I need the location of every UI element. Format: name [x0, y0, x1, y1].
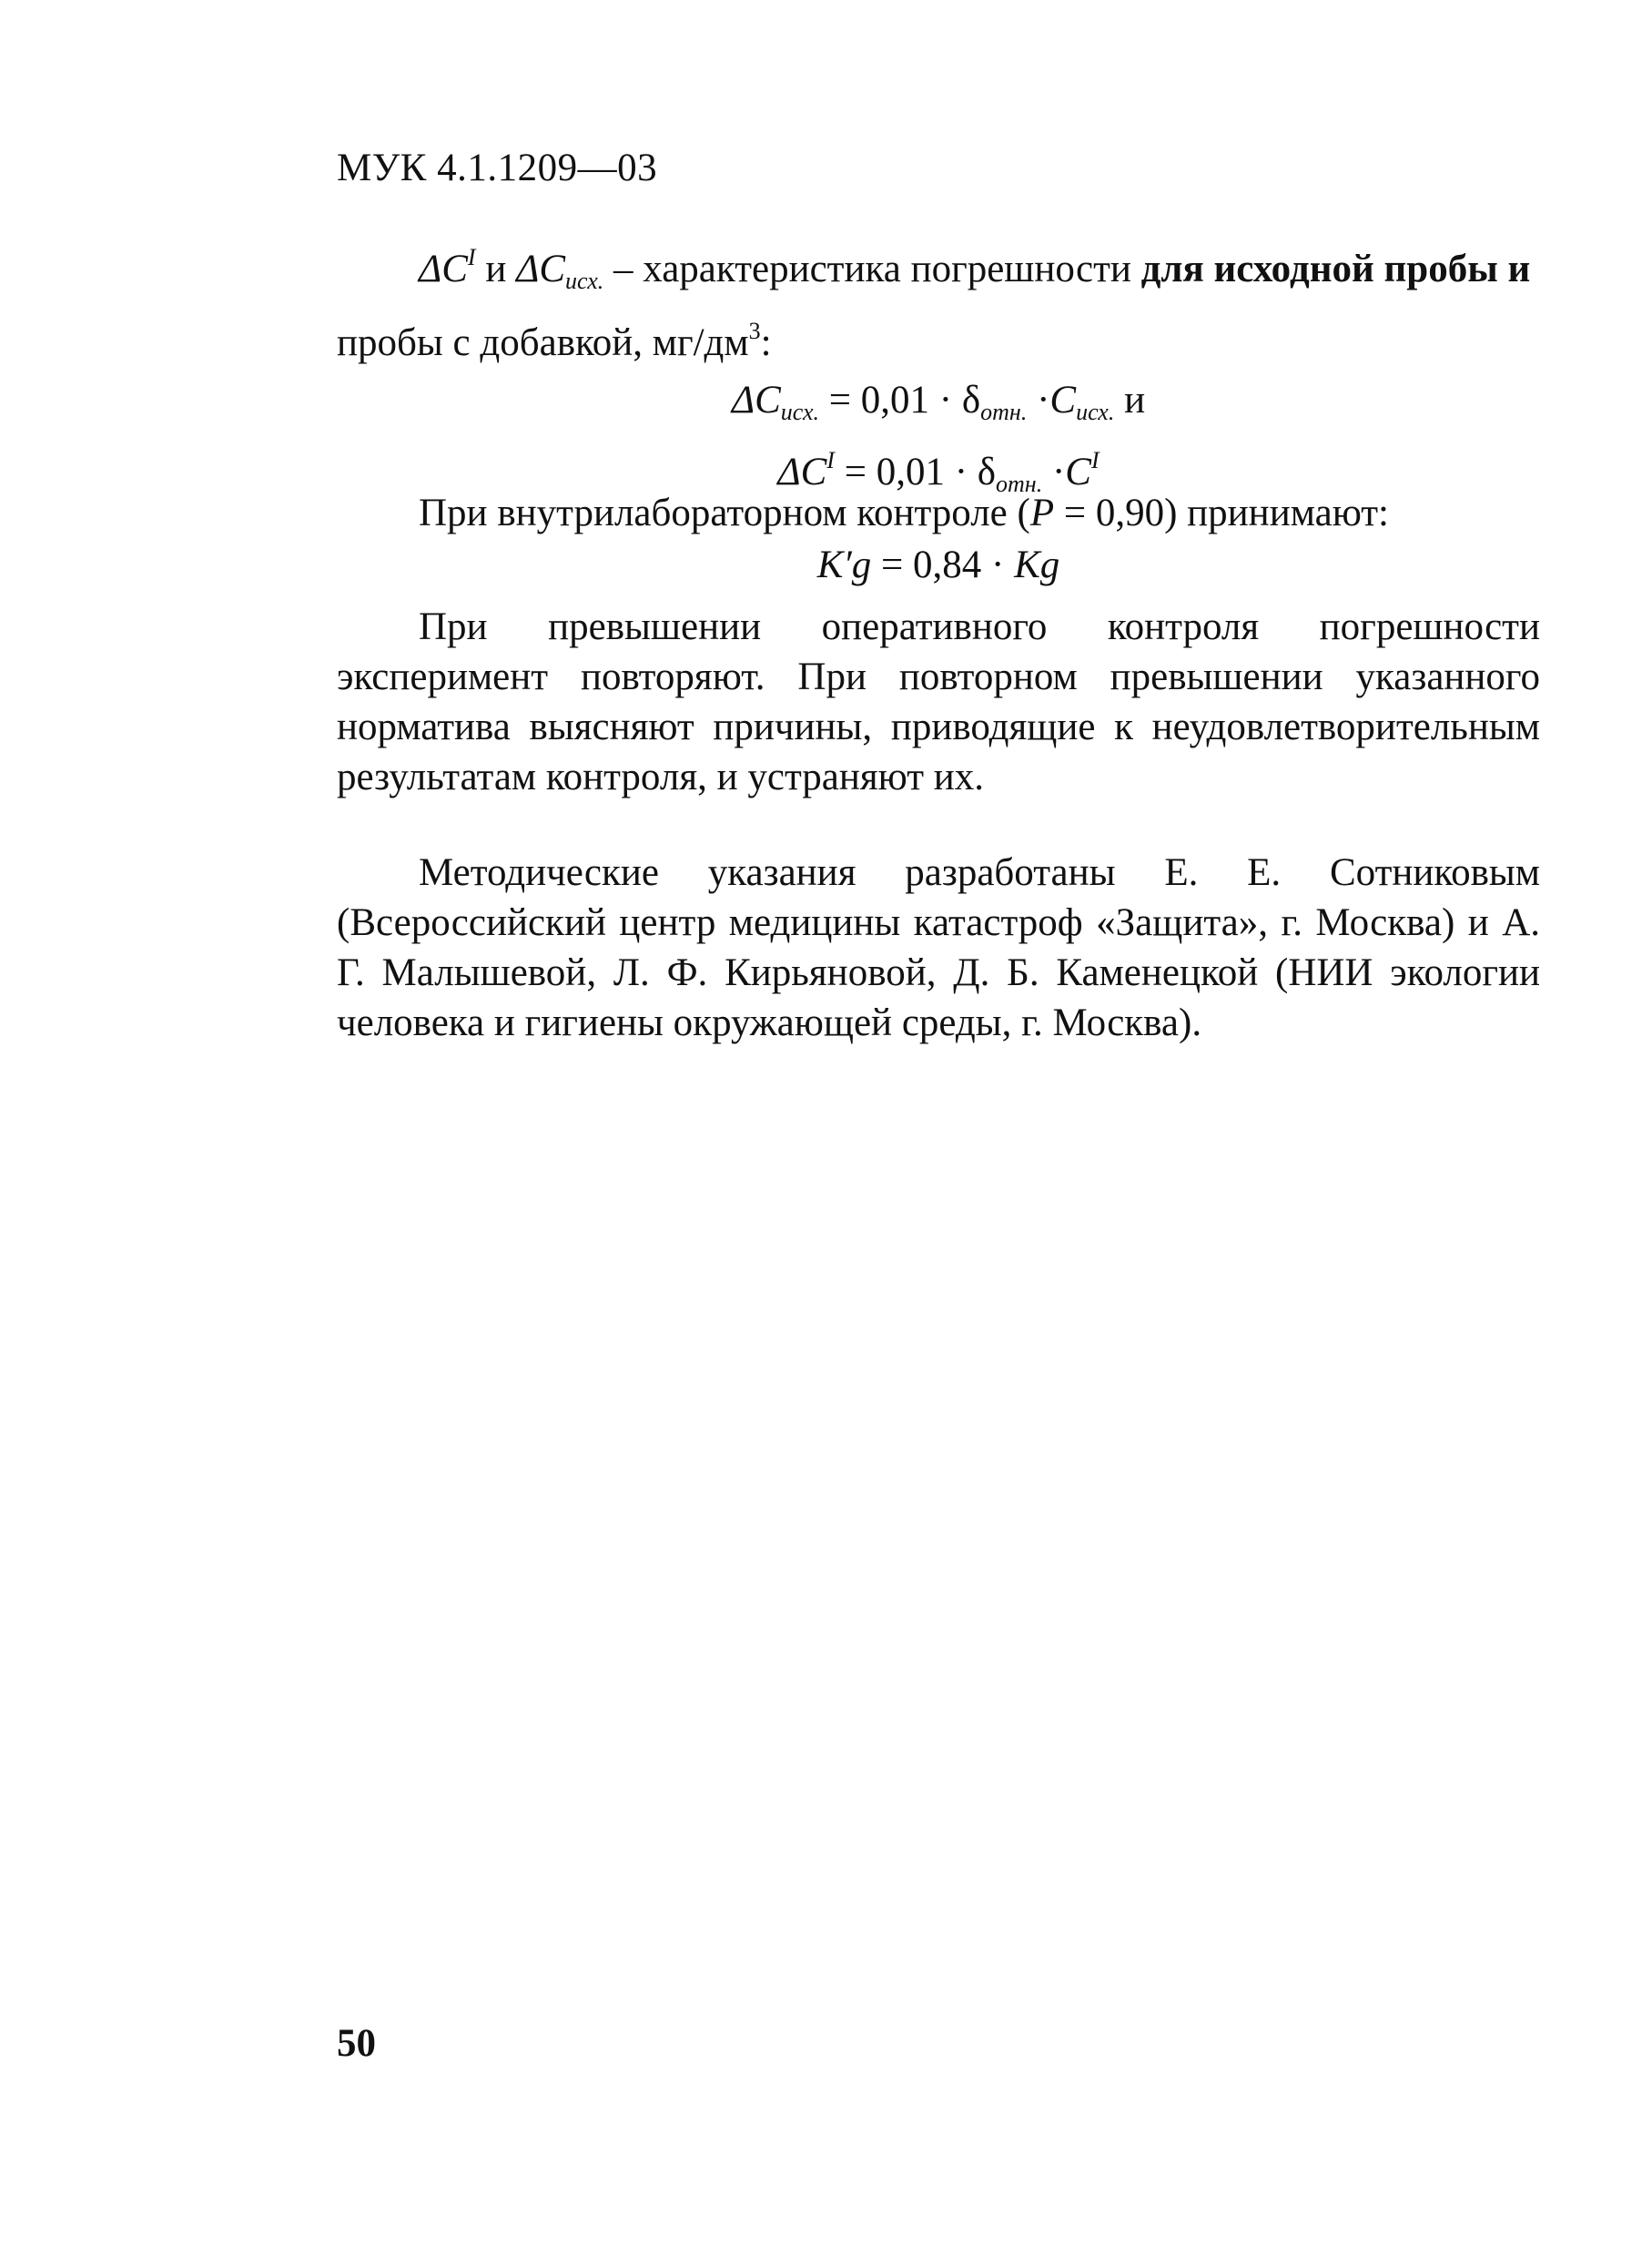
formula1-c-sub: исх.: [1076, 399, 1115, 425]
definition-bold-text: для исходной пробы и: [1140, 248, 1531, 290]
exceed-paragraph: При превышении оперативного контроля погрешности эксперимент повторяют. При повторном превышении указанного норматива выясняют причины, приводящие к неудовлетворительным результатам контроля, и устраняют их.: [337, 605, 1540, 798]
formula2-multiply: ·: [1042, 451, 1066, 493]
formula2-c: C: [1065, 451, 1091, 493]
formula-kg: [337, 538, 1540, 593]
document-code-header: МУК 4.1.1209—03: [337, 147, 658, 189]
page-content: [337, 232, 1540, 1048]
intralab-control-text: [337, 488, 1540, 538]
formula1-c: C: [1049, 379, 1077, 422]
formula2-c-sup: I: [1090, 447, 1100, 473]
formula-delta-c1: [337, 433, 1540, 497]
formula3-equals: = 0,84 ·: [871, 544, 1005, 586]
delta-c-initial-symbol: ΔC: [516, 248, 566, 290]
authors-paragraph: Методические указания разработаны Е. Е. Сотниковым (Всероссийский центр медицины катастроф «Защита», г. Москва) и А. Г. Малышевой, Л. Ф. Кирьяновой, Д. Б. Каменецкой (НИИ экологии человека и гигиены окружающей среды, г. Москва).: [337, 851, 1540, 1044]
delta-c1-superscript: I: [467, 244, 476, 270]
formula3-rhs: Kg: [1014, 544, 1060, 586]
formula1-lhs: ΔC: [731, 379, 781, 422]
formula1-multiply: ·: [1027, 379, 1050, 422]
formula1-delta: δ: [961, 379, 981, 422]
formula2-delta: δ: [977, 451, 997, 493]
formula-delta-c-initial: [337, 368, 1540, 433]
control-text-a: При внутрилабораторном контроле (: [419, 492, 1030, 534]
page-number: 50: [337, 2022, 376, 2065]
formula1-delta-sub: отн.: [980, 399, 1028, 425]
delta-c1-symbol: ΔC: [419, 248, 468, 290]
formula1-lhs-sub: исх.: [780, 399, 820, 425]
error-characteristic-definition: [337, 232, 1540, 368]
definition-text-continued: пробы с добавкой, мг/дм: [337, 321, 749, 364]
control-p-symbol: P: [1029, 492, 1055, 534]
delta-c-initial-subscript: исх.: [565, 268, 604, 294]
definition-text: – характеристика погрешности: [603, 248, 1141, 290]
formula1-equals: = 0,01 ·: [819, 379, 953, 422]
definition-colon: :: [760, 321, 772, 364]
formula2-lhs: ΔC: [777, 451, 827, 493]
control-text-b: = 0,90) принимают:: [1054, 492, 1390, 534]
conjunction: и: [475, 248, 517, 290]
formula2-equals: = 0,01 ·: [834, 451, 968, 493]
formula3-lhs: K′g: [816, 544, 872, 586]
formula1-tail: и: [1114, 379, 1146, 422]
unit-superscript: 3: [748, 318, 761, 344]
formula2-lhs-sup: I: [826, 447, 835, 473]
formula2-delta-sub: отн.: [996, 471, 1043, 497]
